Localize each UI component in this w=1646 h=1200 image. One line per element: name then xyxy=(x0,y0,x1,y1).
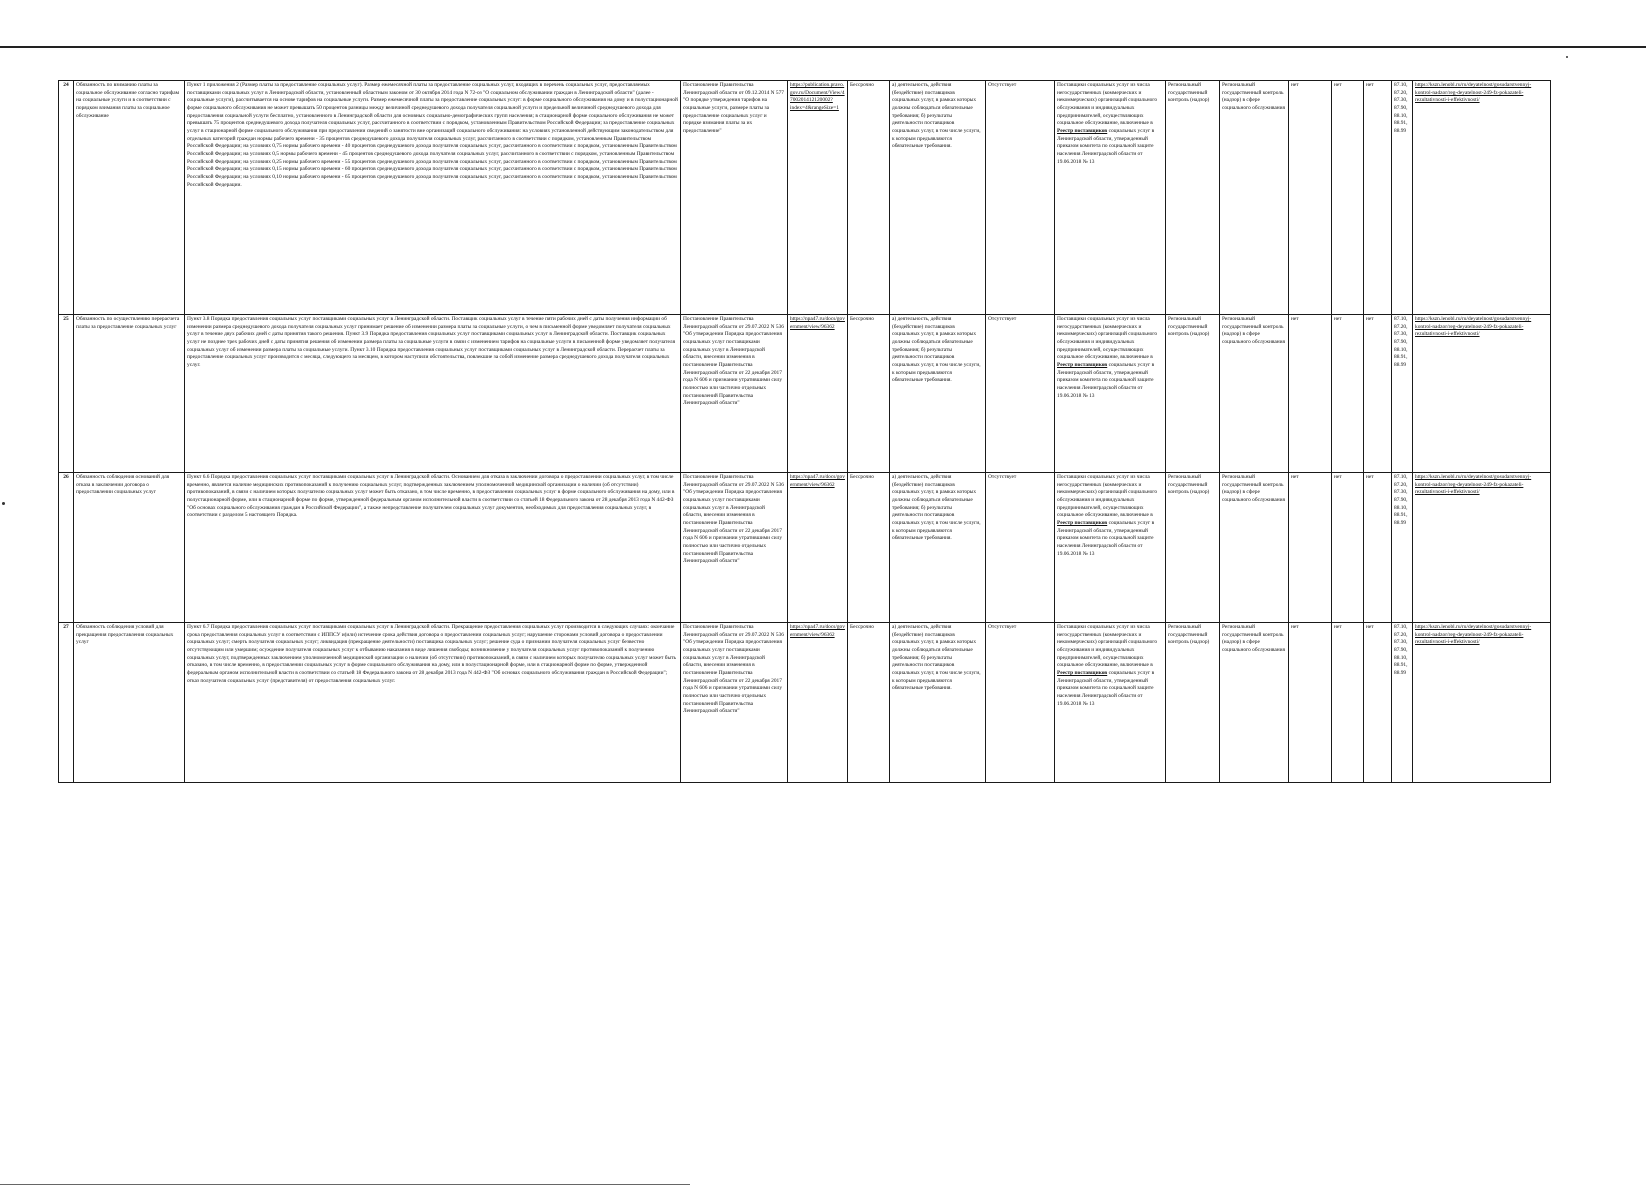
scan-speck xyxy=(1566,56,1568,58)
legal-act-cell: Постановление Правительства Ленинградской области от 29.07.2022 N 536 "Об утверждении Порядка предоставления социальных услуг поставщиками социальных услуг в Ленинградской области, внесении изменения в постановление Правительства Ленинградской области от 22 декабря 2017 года N 606 и признании утратившими силу полностью или частично отдельных постановлений Правительства Ленинградской области" xyxy=(681,473,788,623)
registry-link[interactable]: Реестр поставщиков xyxy=(1057,520,1108,527)
scan-bottom-rule xyxy=(0,1184,690,1185)
persons-cell: Поставщики социальных услуг из числа негосударственных (коммерческих и некоммерческих) организаций социального обслуживания и индивидуальных предпринимателей, осуществляющих социальное обслуживание, включенные в Реестр поставщиков социальных услуг в Ленинградской области, утвержденный приказом комитета по социальной защите населения Ленинградской области от 19.06.2018 № 13 xyxy=(1055,81,1166,315)
row-number: 26 xyxy=(59,473,74,623)
flag-cell: нет xyxy=(1364,81,1392,315)
control-kind-cell: Региональный государственный контроль (надзор) xyxy=(1166,623,1220,783)
control-kind-cell: Региональный государственный контроль (надзор) xyxy=(1166,315,1220,473)
obligation-cell: Обязанность соблюдения условий для прекращения предоставления социальных услуг xyxy=(74,623,185,783)
control-subjects-cell: а) деятельность, действия (бездействие) поставщиков социальных услуг, в рамках которых должны соблюдаться обязательные требования; б) результаты деятельности поставщиков социальных услуг, в том числе услуги, к которым предъявляются обязательные требования. xyxy=(890,81,986,315)
legal-act-cell: Постановление Правительства Ленинградской области от 09.12.2014 N 577 "О порядке утверждения тарифов на социальные услуги, размере платы за предоставление социальных услуг и порядке взимания платы за их предоставление" xyxy=(681,81,788,315)
control-name-cell: Региональный государственный контроль (надзор) в сфере социального обслуживания xyxy=(1220,315,1289,473)
control-subjects-cell: а) деятельность, действия (бездействие) поставщиков социальных услуг, в рамках которых должны соблюдаться обязательные требования; б) результаты деятельности поставщиков социальных услуг, в том числе услуги, к которым предъявляются обязательные требования. xyxy=(890,315,986,473)
table-row xyxy=(59,81,1551,315)
requirement-content-cell: Пункт 1 приложения 2 (Размер платы за предоставление социальных услуг). Размер ежемесячной платы за предоставление социальных услуг, входящих в перечень социальных услуг, предоставляемых поставщиками социальных услуг в Ленинградской области, установленный областным законом от 30 октября 2014 года N 72-оз "О социальном обслуживании граждан в Ленинградской области" (далее - социальные услуги), рассчитывается на основе тарифов на социальные услуги. Размер ежемесячной платы за предоставление социальных услуг: в форме социального обслуживания на дому и в полустационарной форме социального обслуживания не может превышать 50 процентов разницы между величиной среднедушевого дохода получателя социальной услуги и предельной величиной среднедушевого дохода для предоставления социальной услуги бесплатно, установленного в Ленинградской области для основных социально-демографических групп населения; в стационарной форме социального обслуживания не может превышать 75 процентов среднедушевого дохода получателя социальных услуг, рассчитанного в соответствии с порядком, установленным Правительством Российской Федерации; за предоставление социальных услуг в стационарной форме социального обслуживания при предоставлении сведений о занятости вне организаций социального обслуживания: на условиях установленной действующим законодательством для отдельных категорий граждан нормы рабочего времени - 35 процентов среднедушевого дохода получателя социальных услуг, рассчитанного в соответствии с порядком, установленным Правительством Российской Федерации; на условиях 0,75 нормы рабочего времени - 40 процентов среднедушевого дохода получателя социальных услуг, рассчитанного в соответствии с порядком, установленным Правительством Российской Федерации; на условиях 0,5 нормы рабочего времени - 45 процентов среднедушевого дохода получателя социальных услуг, рассчитанного в соответствии с порядком, установленным Правительством Российской Федерации; на условиях 0,25 нормы рабочего времени - 55 процентов среднедушевого дохода получателя социальных услуг, рассчитанного в соответствии с порядком, установленным Правительством Российской Федерации; на условиях 0,15 нормы рабочего времени - 60 процентов среднедушевого дохода получателя социальных услуг, рассчитанного в соответствии с порядком, установленным Правительством Российской Федерации; на условиях 0,10 нормы рабочего времени - 65 процентов среднедушевого дохода получателя социальных услуг, рассчитанного в соответствии с порядком, установленным Правительством Российской Федерации. xyxy=(185,81,681,315)
okved-cell: 87.10, 87.20, 87.30, 87.90, 88.10, 88.91, 88.99 xyxy=(1392,473,1413,623)
obligation-cell: Обязанность по взиманию платы за социальное обслуживание согласно тарифам на социальные услуги и в соответствии с порядком взимания платы за социальное обслуживание xyxy=(74,81,185,315)
guide-link-cell[interactable] xyxy=(1413,315,1551,473)
row-number: 24 xyxy=(59,81,74,315)
flag-cell: нет xyxy=(1364,315,1392,473)
obligation-cell: Обязанность соблюдения оснований для отказа в заключении договора о предоставлении социальных услуг xyxy=(74,473,185,623)
requirements-cell: Отсутствует xyxy=(986,623,1055,783)
act-link[interactable]: https://npa47.ru/docs/government/view/96362 xyxy=(790,316,845,330)
persons-cell: Поставщики социальных услуг из числа негосударственных (коммерческих и некоммерческих) организаций социального обслуживания и индивидуальных предпринимателей, осуществляющих социальное обслуживание, включенные в Реестр поставщиков социальных услуг в Ленинградской области, утвержденный приказом комитета по социальной защите населения Ленинградской области от 19.06.2018 № 13 xyxy=(1055,623,1166,783)
requirements-cell: Отсутствует xyxy=(986,81,1055,315)
guide-link[interactable]: https://kszn.lenobl.ru/ru/deyatelnost/gosudarstvennyj-kontrol-nadzor/reg-deyatelnost-249-fz-pokazateli-rezultativnosti-i-effektivnosti/ xyxy=(1415,624,1532,646)
obligation-cell: Обязанность по осуществлению перерасчета платы за предоставление социальных услуг xyxy=(74,315,185,473)
persons-cell: Поставщики социальных услуг из числа негосударственных (коммерческих и некоммерческих) организаций социального обслуживания и индивидуальных предпринимателей, осуществляющих социальное обслуживание, включенные в Реестр поставщиков социальных услуг в Ленинградской области, утвержденный приказом комитета по социальной защите населения Ленинградской области от 19.06.2018 № 13 xyxy=(1055,315,1166,473)
row-number: 27 xyxy=(59,623,74,783)
flag-cell: нет xyxy=(1289,81,1332,315)
scan-speck xyxy=(2,502,5,505)
term-cell: Бессрочно xyxy=(848,623,890,783)
requirement-content-cell: Пункт 6.6 Порядка предоставления социальных услуг поставщиками социальных услуг в Ленинградской области. Основанием для отказа в заключении договора о предоставлении социальных услуг, в том числе временно, является наличие медицинских противопоказаний к получению социальных услуг, подтвержденных заключением уполномоченной медицинской организации о наличии (об отсутствии) противопоказаний, в связи с наличием которых получателю социальных услуг может быть отказано, в том числе временно, в предоставлении социальных услуг в форме социального обслуживания на дому, или в полустационарной форме, или в стационарной форме по форме, утвержденной федеральным органом исполнительной власти в соответствии со статьей 18 Федерального закона от 28 декабря 2013 года N 442-ФЗ "Об основах социального обслуживания граждан в Российской Федерации", а также непредставление получателем социальных услуг документов, необходимых для предоставления социальных услуг, в соответствии с разделом 5 настоящего Порядка. xyxy=(185,473,681,623)
legal-act-cell: Постановление Правительства Ленинградской области от 29.07.2022 N 536 "Об утверждении Порядка предоставления социальных услуг поставщиками социальных услуг в Ленинградской области, внесении изменения в постановление Правительства Ленинградской области от 22 декабря 2017 года N 606 и признании утратившими силу полностью или частично отдельных постановлений Правительства Ленинградской области" xyxy=(681,623,788,783)
okved-cell: 87.10, 87.20, 87.30, 87.90, 88.10, 88.91, 88.99 xyxy=(1392,81,1413,315)
act-link-cell[interactable] xyxy=(788,473,848,623)
flag-cell: нет xyxy=(1364,473,1392,623)
table-row xyxy=(59,315,1551,473)
scan-top-rule xyxy=(0,46,1646,48)
flag-cell: нет xyxy=(1332,81,1364,315)
flag-cell: нет xyxy=(1332,623,1364,783)
requirements-table xyxy=(58,80,1551,783)
act-link-cell[interactable] xyxy=(788,81,848,315)
act-link-cell[interactable] xyxy=(788,315,848,473)
guide-link[interactable]: https://kszn.lenobl.ru/ru/deyatelnost/gosudarstvennyj-kontrol-nadzor/reg-deyatelnost-249-fz-pokazateli-rezultativnosti-i-effektivnosti/ xyxy=(1415,82,1532,104)
registry-link[interactable]: Реестр поставщиков xyxy=(1057,362,1108,369)
control-name-cell: Региональный государственный контроль (надзор) в сфере социального обслуживания xyxy=(1220,473,1289,623)
control-subjects-cell: а) деятельность, действия (бездействие) поставщиков социальных услуг, в рамках которых должны соблюдаться обязательные требования; б) результаты деятельности поставщиков социальных услуг, в том числе услуги, к которым предъявляются обязательные требования. xyxy=(890,473,986,623)
guide-link-cell[interactable] xyxy=(1413,623,1551,783)
control-name-cell: Региональный государственный контроль (надзор) в сфере социального обслуживания xyxy=(1220,81,1289,315)
requirements-cell: Отсутствует xyxy=(986,473,1055,623)
registry-link[interactable]: Реестр поставщиков xyxy=(1057,128,1108,135)
act-link[interactable]: https://npa47.ru/docs/government/view/96362 xyxy=(790,474,845,488)
row-number: 25 xyxy=(59,315,74,473)
term-cell: Бессрочно xyxy=(848,315,890,473)
control-name-cell: Региональный государственный контроль (надзор) в сфере социального обслуживания xyxy=(1220,623,1289,783)
flag-cell: нет xyxy=(1289,315,1332,473)
control-kind-cell: Региональный государственный контроль (надзор) xyxy=(1166,473,1220,623)
flag-cell: нет xyxy=(1332,473,1364,623)
okved-cell: 87.10, 87.20, 87.30, 87.90, 88.10, 88.91, 88.99 xyxy=(1392,623,1413,783)
requirement-content-cell: Пункт 3.8 Порядка предоставления социальных услуг поставщиками социальных услуг в Ленинградской области. Поставщик социальных услуг в течение пяти рабочих дней с даты получения информации об изменении размера среднедушевого дохода получателя социальных услуг принимает решение об изменении размера платы за социальные услуги, о чем в письменной форме уведомляет получателя социальных услуг в течение двух рабочих дней с даты принятия такого решения. Пункт 3.9 Порядка предоставления социальных услуг поставщиками социальных услуг в Ленинградской области. Поставщик социальных услуг не позднее трех рабочих дней с даты принятия решения об изменении размера платы за социальные услуги в связи с изменением тарифов на социальные услуги в письменной форме уведомляет получателя социальных услуг об изменении размера платы за социальные услуги. Пункт 3.10 Порядка предоставления социальных услуг поставщиками социальных услуг в Ленинградской области. Перерасчет платы за предоставление социальных услуг производится с месяца, следующего за месяцем, в котором наступили обстоятельства, повлекшие за собой изменение размера среднедушевого дохода получателя социальных услуг. xyxy=(185,315,681,473)
requirements-cell: Отсутствует xyxy=(986,315,1055,473)
flag-cell: нет xyxy=(1332,315,1364,473)
table-row xyxy=(59,623,1551,783)
guide-link[interactable]: https://kszn.lenobl.ru/ru/deyatelnost/gosudarstvennyj-kontrol-nadzor/reg-deyatelnost-249-fz-pokazateli-rezultativnosti-i-effektivnosti/ xyxy=(1415,474,1532,496)
act-link[interactable]: https://npa47.ru/docs/government/view/96362 xyxy=(790,624,845,638)
guide-link-cell[interactable] xyxy=(1413,473,1551,623)
table-row xyxy=(59,473,1551,623)
flag-cell: нет xyxy=(1289,473,1332,623)
term-cell: Бессрочно xyxy=(848,473,890,623)
term-cell: Бессрочно xyxy=(848,81,890,315)
requirement-content-cell: Пункт 6.7 Порядка предоставления социальных услуг поставщиками социальных услуг в Ленинградской области. Прекращение предоставления социальных услуг производится в следующих случаях: окончание срока предоставления социальных услуг в соответствии с ИППСУ и(или) истечение срока действия договора о предоставлении социальных услуг; нарушение сторонами условий договора о предоставлении социальных услуг; смерть получателя социальных услуг; ликвидация (прекращение деятельности) поставщика социальных услуг; решение суда о признании получателя социальных услуг безвестно отсутствующим или умершим; осуждение получателя социальных услуг к отбыванию наказания в виде лишения свободы; возникновение у получателя социальных услуг противопоказаний к получению социальных услуг, подтвержденных заключением уполномоченной медицинской организации о наличии (об отсутствии) противопоказаний, в связи с наличием которых получателю социальных услуг может быть отказано, в том числе временно, в предоставлении социальных услуг в форме социального обслуживания на дому, или в полустационарной форме, или в стационарной форме по форме, утвержденной федеральным органом исполнительной власти в соответствии со статьей 18 Федерального закона от 28 декабря 2013 года N 442-ФЗ "Об основах социального обслуживания граждан в Российской Федерации"; отказ получателя социальных услуг (представителя) от предоставления социальных услуг. xyxy=(185,623,681,783)
flag-cell: нет xyxy=(1289,623,1332,783)
registry-link[interactable]: Реестр поставщиков xyxy=(1057,670,1108,677)
flag-cell: нет xyxy=(1364,623,1392,783)
okved-cell: 87.10, 87.20, 87.30, 87.90, 88.10, 88.91, 88.99 xyxy=(1392,315,1413,473)
persons-cell: Поставщики социальных услуг из числа негосударственных (коммерческих и некоммерческих) организаций социального обслуживания и индивидуальных предпринимателей, осуществляющих социальное обслуживание, включенные в Реестр поставщиков социальных услуг в Ленинградской области, утвержденный приказом комитета по социальной защите населения Ленинградской области от 19.06.2018 № 13 xyxy=(1055,473,1166,623)
guide-link-cell[interactable] xyxy=(1413,81,1551,315)
control-subjects-cell: а) деятельность, действия (бездействие) поставщиков социальных услуг, в рамках которых должны соблюдаться обязательные требования; б) результаты деятельности поставщиков социальных услуг, в том числе услуги, к которым предъявляются обязательные требования. xyxy=(890,623,986,783)
act-link[interactable]: https://publication.pravo.gov.ru/Document/View/4700201412120002?index=4&rangeSize=1 xyxy=(790,82,845,112)
legal-act-cell: Постановление Правительства Ленинградской области от 29.07.2022 N 536 "Об утверждении Порядка предоставления социальных услуг поставщиками социальных услуг в Ленинградской области, внесении изменения в постановление Правительства Ленинградской области от 22 декабря 2017 года N 606 и признании утратившими силу полностью или частично отдельных постановлений Правительства Ленинградской области" xyxy=(681,315,788,473)
act-link-cell[interactable] xyxy=(788,623,848,783)
control-kind-cell: Региональный государственный контроль (надзор) xyxy=(1166,81,1220,315)
guide-link[interactable]: https://kszn.lenobl.ru/ru/deyatelnost/gosudarstvennyj-kontrol-nadzor/reg-deyatelnost-249-fz-pokazateli-rezultativnosti-i-effektivnosti/ xyxy=(1415,316,1532,338)
